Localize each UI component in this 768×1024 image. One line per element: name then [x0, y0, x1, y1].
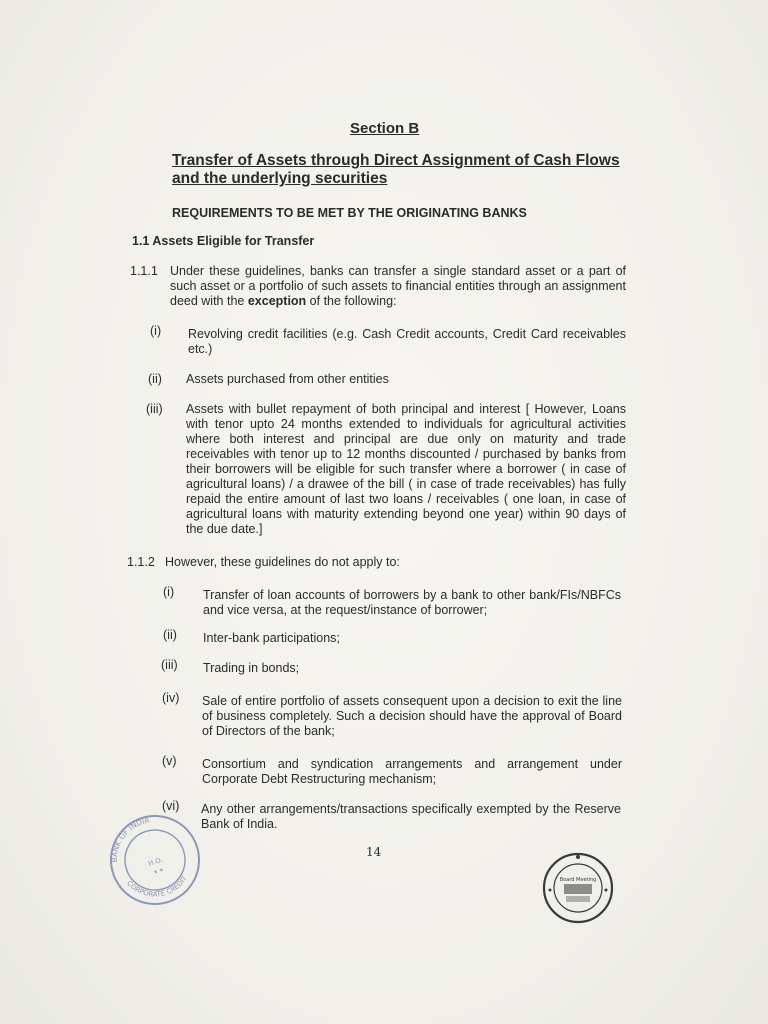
item-number: (i) — [150, 324, 162, 338]
list-item: Transfer of loan accounts of borrowers by a bank to other bank/FIs/NBFCs and vice versa, at the request/instance of borrower; — [203, 588, 621, 617]
svg-text:CORPORATE CREDIT: CORPORATE CREDIT — [125, 874, 189, 899]
clause-text: However, these guidelines do not apply to: — [165, 555, 400, 569]
item-number: (iii) — [146, 402, 163, 416]
list-item: Consortium and syndication arrangements and arrangement under Corporate Debt Restructuring mechanism; — [202, 757, 622, 786]
clause-number: 1.1.1 — [130, 264, 158, 278]
clause-emphasis: exception — [247, 294, 307, 308]
document-title: Transfer of Assets through Direct Assignment of Cash Flows and the underlying securities — [172, 152, 620, 187]
list-item: Assets with bullet repayment of both principal and interest [ However, Loans with tenor upto 24 months extended to individuals for agricultural activities where both interest and principal are due only on maturity and trade receivables with tenor up to 12 months discounted / purchased by banks from their borrowers will be eligible for such transfer where a borrower ( in case of agricultural loans) / a drawee of the bill ( in case of trade receivables) has fully repaid the entire amount of last two loans / receivables ( one loan, in case of agricultural loans with maturity extending beyond one year) within 90 days of the due date.] — [186, 402, 626, 536]
list-item: Sale of entire portfolio of assets consequent upon a decision to exit the line of business completely. Such a decision should have the approval of Board of Directors of the bank; — [202, 694, 622, 738]
clause-text-end: of the following: — [306, 294, 397, 308]
list-item: Inter-bank participations; — [203, 631, 340, 645]
item-number: (i) — [163, 585, 175, 599]
item-number: (iii) — [161, 658, 178, 672]
item-number: (ii) — [148, 372, 162, 386]
list-item: Revolving credit facilities (e.g. Cash Credit accounts, Credit Card receivables etc.) — [188, 327, 626, 356]
board-seal-stamp-icon — [540, 850, 616, 926]
subsection-heading: 1.1 Assets Eligible for Transfer — [132, 234, 315, 248]
requirements-heading: REQUIREMENTS TO BE MET BY THE ORIGINATING BANKS — [172, 206, 527, 220]
bank-seal-stamp-icon — [103, 808, 207, 912]
clause-number: 1.1.2 — [127, 555, 155, 569]
svg-text:Board Meeting: Board Meeting — [559, 877, 597, 883]
list-item: Trading in bonds; — [203, 661, 300, 675]
item-number: (ii) — [163, 628, 177, 642]
clause-text — [170, 264, 626, 309]
list-item: Any other arrangements/transactions specifically exempted by the Reserve Bank of India. — [201, 802, 621, 831]
svg-text:BANK OF INDIA: BANK OF INDIA — [109, 815, 151, 863]
svg-text:H.O.: H.O. — [147, 855, 164, 868]
svg-text:★ ★: ★ ★ — [152, 866, 165, 876]
item-number: (vi) — [162, 799, 180, 813]
clause-text-start: Under these guidelines, banks can transfer a single standard asset or a part of such asset or a portfolio of such assets to financial entities through an assignment deed with the — [170, 264, 626, 308]
item-number: (v) — [162, 754, 177, 768]
list-item: Assets purchased from other entities — [186, 372, 389, 386]
page-number: 14 — [366, 845, 382, 859]
item-number: (iv) — [162, 691, 180, 705]
section-title: Section B — [350, 120, 420, 137]
